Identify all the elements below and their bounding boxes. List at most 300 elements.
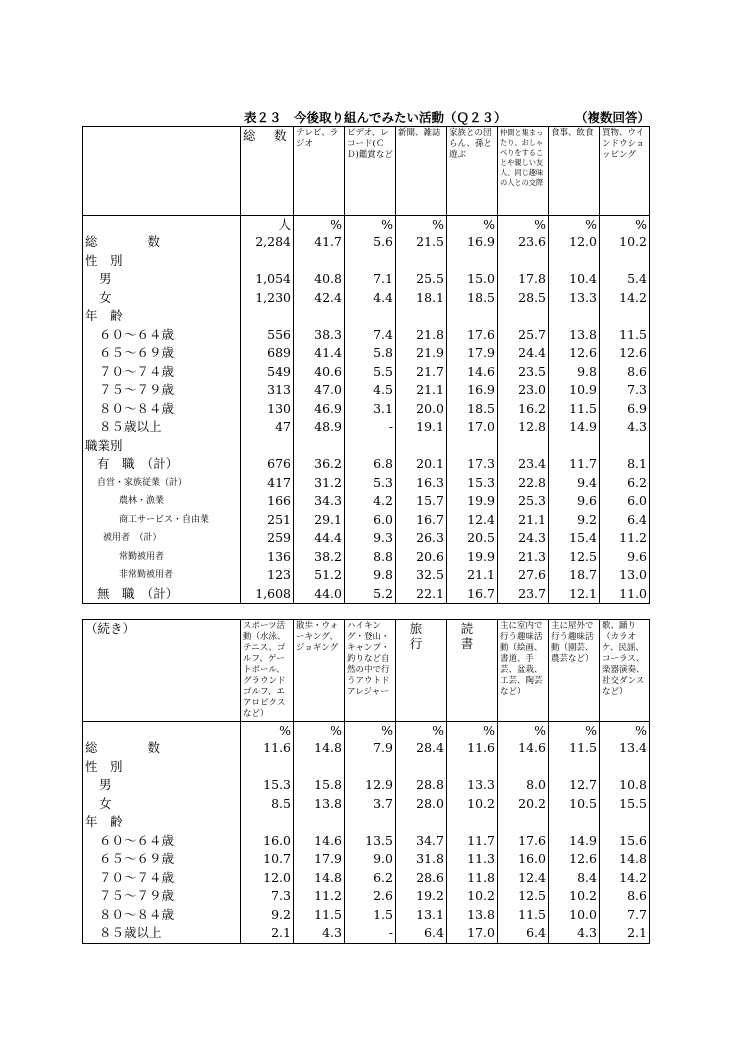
table-cell: 14.6	[498, 739, 549, 758]
table-cell	[498, 813, 549, 832]
table-cell: 11.7	[549, 455, 600, 474]
table-cell: 16.9	[447, 233, 498, 252]
activities-table-part2	[82, 619, 650, 944]
unit-cell: %	[600, 216, 650, 234]
table-cell	[498, 252, 549, 271]
column-header: 総 数	[241, 127, 294, 216]
table-row	[83, 418, 650, 437]
table-cell: 4.2	[345, 492, 396, 511]
table-cell: 14.8	[600, 850, 650, 869]
table-cell: 20.2	[498, 795, 549, 814]
table-cell	[447, 437, 498, 456]
table-cell: 689	[241, 344, 294, 363]
column-header: 歌、踊り（カラオケ、民謡、コーラス、楽器演奏、社交ダンスなど）	[600, 620, 650, 722]
table-cell: 13.5	[345, 832, 396, 851]
table-cell: 5.4	[600, 270, 650, 289]
table-cell: 21.1	[396, 381, 447, 400]
table-cell: 136	[241, 548, 294, 567]
table-row	[83, 492, 650, 511]
table-cell: 17.9	[447, 344, 498, 363]
table-row	[83, 400, 650, 419]
table-cell: 20.0	[396, 400, 447, 419]
table-cell: 5.8	[345, 344, 396, 363]
table-cell: 46.9	[294, 400, 345, 419]
table-cell: 20.1	[396, 455, 447, 474]
table-cell: 2.1	[241, 924, 294, 943]
table-cell: 14.2	[600, 869, 650, 888]
table-cell: 13.3	[447, 776, 498, 795]
row-label: ６５～６９歳	[83, 850, 241, 869]
table-cell: 5.6	[345, 233, 396, 252]
table-row	[83, 566, 650, 585]
table-cell: 38.3	[294, 326, 345, 345]
table-cell: 7.9	[345, 739, 396, 758]
unit-cell: %	[345, 216, 396, 234]
table-cell: 47	[241, 418, 294, 437]
table-cell: 11.5	[600, 326, 650, 345]
row-label: 職業別	[83, 437, 241, 456]
table-cell: 42.4	[294, 289, 345, 308]
table-cell: 16.7	[447, 585, 498, 604]
table-cell: 11.3	[447, 850, 498, 869]
table-cell: 12.6	[549, 850, 600, 869]
column-header: 主に室内で行う趣味活動（絵画、書道、手芸、盆栽、工芸、陶芸など）	[498, 620, 549, 722]
table-row	[83, 511, 650, 530]
table-cell: 34.7	[396, 832, 447, 851]
table-cell: 10.2	[447, 795, 498, 814]
table-cell: 7.7	[600, 906, 650, 925]
table-cell: 15.0	[447, 270, 498, 289]
unit-cell: %	[447, 722, 498, 740]
table-cell: 14.6	[294, 832, 345, 851]
table-cell: 166	[241, 492, 294, 511]
table-cell: 18.7	[549, 566, 600, 585]
table-cell: 251	[241, 511, 294, 530]
table-cell	[447, 307, 498, 326]
row-label: ６５～６９歳	[83, 344, 241, 363]
table-row	[83, 758, 650, 777]
table-cell	[241, 758, 294, 777]
table-cell: 24.4	[498, 344, 549, 363]
table-cell: 1.5	[345, 906, 396, 925]
table-cell: 6.2	[345, 869, 396, 888]
table-cell: 17.9	[294, 850, 345, 869]
table-cell: 8.8	[345, 548, 396, 567]
unit-cell: %	[549, 722, 600, 740]
table-cell: 11.7	[447, 832, 498, 851]
table-cell	[294, 307, 345, 326]
table-cell: 556	[241, 326, 294, 345]
table-cell: 19.9	[447, 492, 498, 511]
table-cell: 16.2	[498, 400, 549, 419]
table-cell	[600, 758, 650, 777]
table-cell	[396, 437, 447, 456]
table-cell: 9.2	[549, 511, 600, 530]
table-cell	[447, 813, 498, 832]
table-cell	[498, 437, 549, 456]
table-cell: 11.6	[447, 739, 498, 758]
table-cell: 7.3	[600, 381, 650, 400]
row-label: 非常勤被用者	[83, 566, 241, 585]
row-label: 年 齢	[83, 307, 241, 326]
column-header: 買物、ウインドウショッピング	[600, 127, 650, 216]
table-cell: 6.8	[345, 455, 396, 474]
table-cell: 13.1	[396, 906, 447, 925]
table-cell: 12.0	[241, 869, 294, 888]
table-cell: 25.7	[498, 326, 549, 345]
row-label: 女	[83, 289, 241, 308]
row-label: ７５～７９歳	[83, 381, 241, 400]
row-label: ７５～７９歳	[83, 887, 241, 906]
table-cell: 15.5	[600, 795, 650, 814]
table-cell: -	[345, 418, 396, 437]
table-cell	[549, 758, 600, 777]
table-cell: 417	[241, 474, 294, 493]
table-cell: 313	[241, 381, 294, 400]
unit-cell: %	[345, 722, 396, 740]
table-cell: 12.7	[549, 776, 600, 795]
table-cell	[241, 437, 294, 456]
table-cell: 11.0	[600, 585, 650, 604]
header-row	[83, 620, 650, 722]
activities-table-part1	[82, 126, 650, 604]
column-header: ハイキング・登山・キャンプ・釣りなど自然の中で行うアウトドアレジャー	[345, 620, 396, 722]
row-label: ６０～６４歳	[83, 326, 241, 345]
unit-stub	[83, 216, 241, 234]
table-cell: 14.8	[294, 739, 345, 758]
table-cell	[345, 758, 396, 777]
table-cell: 34.3	[294, 492, 345, 511]
table-cell: 36.2	[294, 455, 345, 474]
table-cell	[498, 307, 549, 326]
table-cell	[396, 758, 447, 777]
table-row	[83, 776, 650, 795]
stub-header	[83, 127, 241, 216]
table-cell: 40.8	[294, 270, 345, 289]
table-cell	[294, 758, 345, 777]
table-cell: 47.0	[294, 381, 345, 400]
table-cell: 8.6	[600, 887, 650, 906]
unit-stub	[83, 722, 241, 740]
table-cell: 12.6	[549, 344, 600, 363]
multiple-answer-note: （複数回答）	[574, 110, 650, 125]
table-cell: 15.3	[241, 776, 294, 795]
row-label: 女	[83, 795, 241, 814]
table-cell: 3.1	[345, 400, 396, 419]
row-label: ６０～６４歳	[83, 832, 241, 851]
table-cell	[241, 252, 294, 271]
table-cell: 19.2	[396, 887, 447, 906]
table-cell: 28.4	[396, 739, 447, 758]
row-label: ８５歳以上	[83, 924, 241, 943]
row-label: ７０～７４歳	[83, 363, 241, 382]
table-cell: 38.2	[294, 548, 345, 567]
table-cell: 10.2	[600, 233, 650, 252]
table-cell: 22.1	[396, 585, 447, 604]
table-cell	[294, 437, 345, 456]
table-row	[83, 363, 650, 382]
table-cell	[498, 758, 549, 777]
table-cell	[600, 307, 650, 326]
table-cell: 16.3	[396, 474, 447, 493]
table-cell: 15.8	[294, 776, 345, 795]
table-cell: -	[345, 924, 396, 943]
column-header: 散歩・ウォーキング、ジョギング	[294, 620, 345, 722]
table-cell: 7.3	[241, 887, 294, 906]
table-row	[83, 381, 650, 400]
table-cell: 29.1	[294, 511, 345, 530]
header-row	[83, 127, 650, 216]
table-cell: 12.4	[447, 511, 498, 530]
table-cell: 10.8	[600, 776, 650, 795]
column-header: スポーツ活動（水泳、テニス、ゴルフ、ゲートボール、グラウンドゴルフ、エアロビクスなど）	[241, 620, 294, 722]
table-cell: 10.4	[549, 270, 600, 289]
table-cell	[345, 252, 396, 271]
table-row	[83, 474, 650, 493]
table-cell: 23.5	[498, 363, 549, 382]
table-cell: 28.0	[396, 795, 447, 814]
table-cell: 2.1	[600, 924, 650, 943]
row-label: ７０～７４歳	[83, 869, 241, 888]
table-cell: 20.6	[396, 548, 447, 567]
table-cell: 17.3	[447, 455, 498, 474]
table-cell: 9.4	[549, 474, 600, 493]
table-cell: 21.1	[447, 566, 498, 585]
table-cell: 8.4	[549, 869, 600, 888]
table-cell: 21.7	[396, 363, 447, 382]
table-cell: 4.4	[345, 289, 396, 308]
table-cell: 2,284	[241, 233, 294, 252]
table-cell: 11.5	[498, 906, 549, 925]
table-cell	[549, 252, 600, 271]
table-row	[83, 813, 650, 832]
table-cell: 12.0	[549, 233, 600, 252]
table-cell: 10.7	[241, 850, 294, 869]
table-cell: 13.8	[447, 906, 498, 925]
table-cell: 21.8	[396, 326, 447, 345]
row-label: 常勤被用者	[83, 548, 241, 567]
table-cell: 21.1	[498, 511, 549, 530]
table-cell: 8.5	[241, 795, 294, 814]
column-header: 旅 行	[396, 620, 447, 722]
table-cell: 8.6	[600, 363, 650, 382]
row-label: 総 数	[83, 739, 241, 758]
table-row	[83, 289, 650, 308]
table-cell: 12.4	[498, 869, 549, 888]
table-cell: 16.0	[241, 832, 294, 851]
unit-cell: %	[294, 722, 345, 740]
unit-cell: %	[396, 722, 447, 740]
table-cell: 48.9	[294, 418, 345, 437]
table-cell: 20.5	[447, 529, 498, 548]
table-title: 表２３ 今後取り組んでみたい活動（Ｑ２３）	[244, 110, 507, 125]
table-cell: 6.9	[600, 400, 650, 419]
table-cell	[345, 437, 396, 456]
table-cell: 11.5	[294, 906, 345, 925]
table-cell: 25.5	[396, 270, 447, 289]
table-cell: 22.8	[498, 474, 549, 493]
table-cell	[600, 813, 650, 832]
table-cell	[549, 437, 600, 456]
table-row	[83, 924, 650, 943]
table-cell: 9.6	[600, 548, 650, 567]
table-cell	[294, 252, 345, 271]
table-cell: 14.6	[447, 363, 498, 382]
table-cell: 15.4	[549, 529, 600, 548]
table-cell: 12.5	[498, 887, 549, 906]
table-cell: 27.6	[498, 566, 549, 585]
table-cell: 4.3	[549, 924, 600, 943]
table-cell: 23.4	[498, 455, 549, 474]
table-cell: 16.7	[396, 511, 447, 530]
table-cell: 3.7	[345, 795, 396, 814]
table-cell: 549	[241, 363, 294, 382]
table-cell: 5.2	[345, 585, 396, 604]
column-header: 仲間と集まったり、おしゃべりをすることや親しい友人、同じ趣味の人との交際	[498, 127, 549, 216]
table-cell: 12.5	[549, 548, 600, 567]
column-header: テレビ、ラジオ	[294, 127, 345, 216]
table-cell: 9.0	[345, 850, 396, 869]
table-cell	[447, 758, 498, 777]
table-cell: 23.0	[498, 381, 549, 400]
table-row	[83, 548, 650, 567]
table-cell: 4.3	[600, 418, 650, 437]
table-cell: 11.5	[549, 400, 600, 419]
table-cell: 24.3	[498, 529, 549, 548]
table-cell: 40.6	[294, 363, 345, 382]
table-cell: 13.8	[294, 795, 345, 814]
table-cell: 10.2	[447, 887, 498, 906]
table-cell	[396, 252, 447, 271]
table-cell: 31.8	[396, 850, 447, 869]
table-cell: 11.8	[447, 869, 498, 888]
table-cell: 4.5	[345, 381, 396, 400]
table-cell: 18.5	[447, 289, 498, 308]
table-cell	[600, 252, 650, 271]
table-row	[83, 455, 650, 474]
table-cell: 676	[241, 455, 294, 474]
column-header: 家族との団らん、孫と遊ぶ	[447, 127, 498, 216]
table-row	[83, 252, 650, 271]
table-cell: 16.9	[447, 381, 498, 400]
table-cell	[447, 252, 498, 271]
table-cell	[396, 307, 447, 326]
table-cell: 17.0	[447, 418, 498, 437]
table-cell: 17.0	[447, 924, 498, 943]
table-cell: 11.2	[600, 529, 650, 548]
table-cell: 16.0	[498, 850, 549, 869]
table-cell: 41.4	[294, 344, 345, 363]
table-cell: 13.0	[600, 566, 650, 585]
table-row	[83, 307, 650, 326]
table-row	[83, 869, 650, 888]
table-cell: 41.7	[294, 233, 345, 252]
table-cell: 10.5	[549, 795, 600, 814]
table-cell: 10.2	[549, 887, 600, 906]
column-header: ビデオ、レコード(ＣＤ)鑑賞など	[345, 127, 396, 216]
table-cell: 26.3	[396, 529, 447, 548]
table-cell	[345, 307, 396, 326]
table-row	[83, 832, 650, 851]
unit-cell: %	[447, 216, 498, 234]
row-label: 有 職 （計）	[83, 455, 241, 474]
unit-cell: %	[600, 722, 650, 740]
table-cell: 14.9	[549, 418, 600, 437]
table-row	[83, 850, 650, 869]
table-cell: 31.2	[294, 474, 345, 493]
row-label: 男	[83, 776, 241, 795]
table-cell: 9.8	[549, 363, 600, 382]
table-cell: 18.5	[447, 400, 498, 419]
table-cell: 14.9	[549, 832, 600, 851]
table-cell: 4.3	[294, 924, 345, 943]
table-cell: 6.0	[345, 511, 396, 530]
table-cell: 23.7	[498, 585, 549, 604]
table-cell: 32.5	[396, 566, 447, 585]
table-cell: 51.2	[294, 566, 345, 585]
table-cell: 28.5	[498, 289, 549, 308]
table-row	[83, 739, 650, 758]
table-cell: 18.1	[396, 289, 447, 308]
table-cell: 6.0	[600, 492, 650, 511]
table-cell: 21.5	[396, 233, 447, 252]
table-cell: 9.3	[345, 529, 396, 548]
table-cell: 123	[241, 566, 294, 585]
row-label: 性 別	[83, 252, 241, 271]
table-cell: 1,230	[241, 289, 294, 308]
table-cell: 11.2	[294, 887, 345, 906]
table-row	[83, 326, 650, 345]
table-cell: 13.4	[600, 739, 650, 758]
unit-cell: %	[294, 216, 345, 234]
row-label: 商工サービス・自由業	[83, 511, 241, 530]
row-label: 自営・家族従業（計）	[83, 474, 241, 493]
table-row	[83, 585, 650, 604]
table-cell: 17.8	[498, 270, 549, 289]
table-cell: 8.0	[498, 776, 549, 795]
unit-cell: %	[396, 216, 447, 234]
table-cell: 28.8	[396, 776, 447, 795]
table-title-bar	[82, 108, 650, 126]
table-cell: 19.1	[396, 418, 447, 437]
unit-cell: 人	[241, 216, 294, 234]
table-cell: 13.3	[549, 289, 600, 308]
column-header: 主に屋外で行う趣味活動（園芸、農芸など）	[549, 620, 600, 722]
unit-cell: %	[498, 722, 549, 740]
table-cell: 130	[241, 400, 294, 419]
table-cell: 21.3	[498, 548, 549, 567]
row-label: 無 職 （計）	[83, 585, 241, 604]
table-cell: 6.2	[600, 474, 650, 493]
table-cell: 259	[241, 529, 294, 548]
table-cell: 9.6	[549, 492, 600, 511]
table-cell: 12.6	[600, 344, 650, 363]
row-label: ８０～８４歳	[83, 906, 241, 925]
table-cell: 44.4	[294, 529, 345, 548]
row-label: 年 齢	[83, 813, 241, 832]
table-cell: 12.9	[345, 776, 396, 795]
table-row	[83, 270, 650, 289]
table-cell	[600, 437, 650, 456]
row-label: 被用者 （計）	[83, 529, 241, 548]
table-cell: 12.8	[498, 418, 549, 437]
table-cell: 14.8	[294, 869, 345, 888]
table-cell: 44.0	[294, 585, 345, 604]
table-cell: 10.9	[549, 381, 600, 400]
table-cell: 23.6	[498, 233, 549, 252]
table-cell: 8.1	[600, 455, 650, 474]
table-row	[83, 437, 650, 456]
